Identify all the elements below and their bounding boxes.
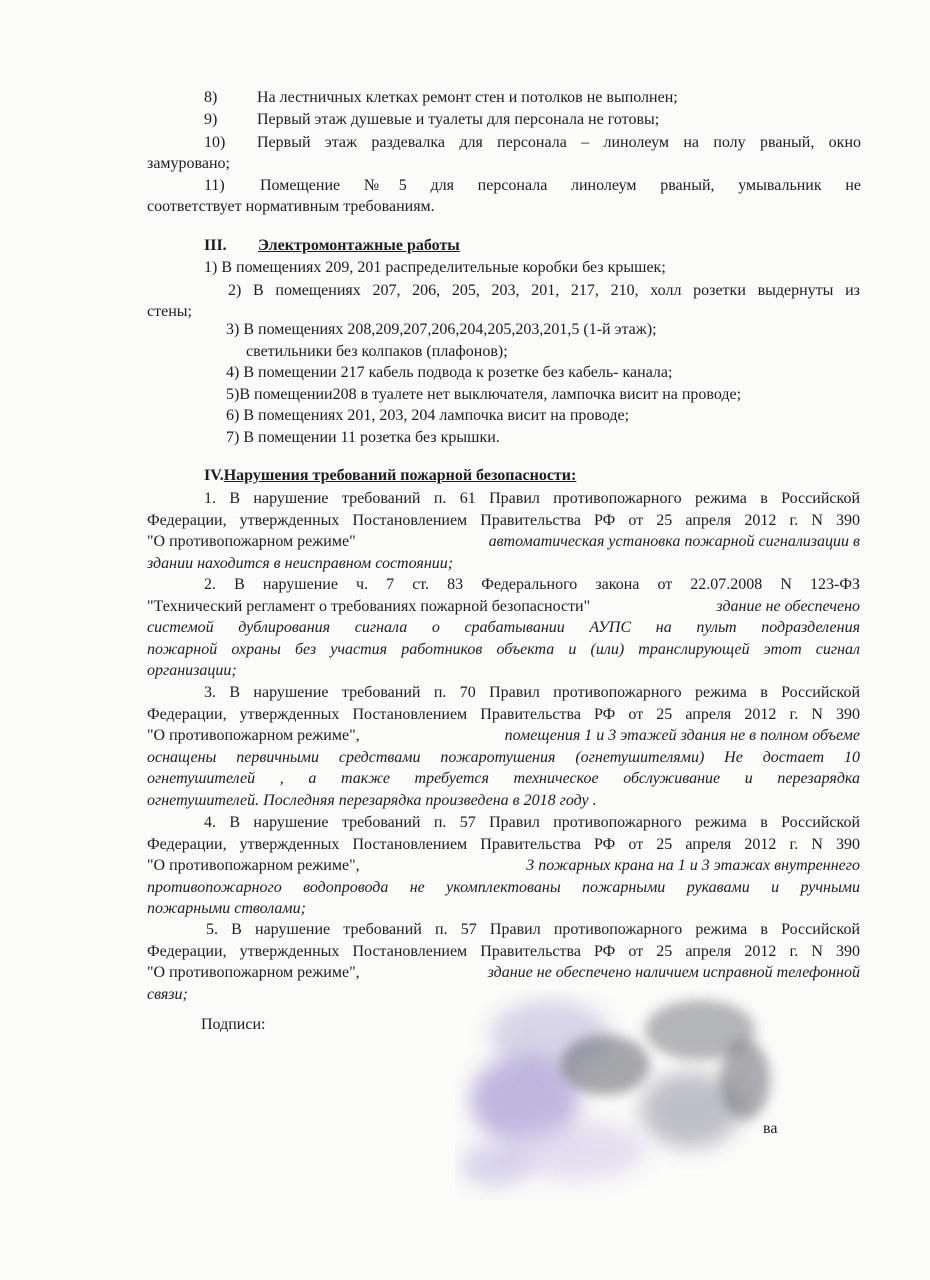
item-number: 8) — [204, 89, 218, 106]
p3-line-4: оснащены первичными средствами пожаротушения (огнетушителями) Не достает 10 — [147, 749, 860, 766]
p4-line-4: противопожарного водопровода не укомплектованы пожарными рукавами и ручными — [147, 879, 860, 896]
p2-line-5: организации; — [147, 662, 237, 679]
p5-line-2: Федерации, утвержденных Постановлением Правительства РФ от 25 апреля 2012 г. N 390 — [147, 943, 860, 960]
redacted-signature-blur — [455, 990, 785, 1200]
p1-line-4: здании находится в неисправном состоянии; — [147, 555, 454, 572]
section-3-item-5: 5)В помещении208 в туалете нет выключателя, лампочка висит на проводе; — [226, 386, 742, 403]
p3-italic: помещения 1 и 3 этажей здания не в полном объеме — [504, 727, 860, 744]
p1-line-2: Федерации, утвержденных Постановлением Правительства РФ от 25 апреля 2012 г. N 390 — [147, 512, 860, 529]
p3-line-5: огнетушителей , а также требуется техническое обслуживание и перезарядка — [147, 770, 860, 787]
section-3-title: Электромонтажные работы — [258, 237, 460, 254]
item-8 — [204, 87, 678, 109]
redacted-signature-area — [455, 990, 785, 1200]
item-11-continuation: соответствует нормативным требованиям. — [147, 198, 435, 215]
p5-line-1: 5. В нарушение требований п. 57 Правил противопожарного режима в Российской — [206, 921, 860, 938]
p3-line-6: огнетушителей. Последняя перезарядка произведена в 2018 году . — [147, 792, 597, 809]
section-3-item-1: 1) В помещениях 209, 201 распределительные коробки без крышек; — [204, 259, 666, 276]
p1-line-3 — [147, 531, 860, 553]
p1-line-1: 1. В нарушение требований п. 61 Правил противопожарного режима в Российской — [204, 490, 860, 507]
p2-line-1: 2. В нарушение ч. 7 ст. 83 Федерального закона от 22.07.2008 N 123-ФЗ — [204, 576, 860, 593]
p2-line-2 — [147, 596, 860, 618]
section-3-item-3-continuation: светильники без колпаков (плафонов); — [246, 343, 508, 360]
section-4-numeral: IV. — [204, 467, 224, 484]
p1-quote: "О противопожарном режиме" — [147, 533, 356, 550]
p3-line-2: Федерации, утвержденных Постановлением Правительства РФ от 25 апреля 2012 г. N 390 — [147, 706, 860, 723]
section-3-item-3: 3) В помещениях 208,209,207,206,204,205,203,201,5 (1-й этаж); — [226, 321, 657, 338]
signature-name-tail: ва — [763, 1120, 778, 1137]
item-9 — [204, 109, 660, 131]
p5-line-4: связи; — [147, 986, 188, 1003]
p5-italic: здание не обеспечено наличием исправной телефонной — [487, 964, 860, 981]
p2-line-4: пожарной охраны без участия работников объекта и (или) транслирующей этот сигнал — [147, 641, 860, 658]
p4-line-5: пожарными стволами; — [147, 900, 306, 917]
item-text: Помещение №5 для персонала линолеум рваный, умывальник не — [260, 177, 861, 194]
item-text: Первый этаж раздевалка для персонала – линолеум на полу рваный, окно — [257, 134, 861, 151]
item-number: 10) — [204, 134, 226, 151]
item-text: Первый этаж душевые и туалеты для персонала не готовы; — [257, 111, 660, 128]
p1-italic: автоматическая установка пожарной сигнализации в — [488, 533, 860, 550]
item-10-continuation: замуровано; — [147, 155, 230, 172]
section-3-item-2: 2) В помещениях 207, 206, 205, 203, 201, 217, 210, холл розетки выдернуты из — [228, 282, 860, 299]
item-11 — [204, 175, 861, 197]
signatures-label: Подписи: — [201, 1016, 266, 1033]
p4-quote: "О противопожарном режиме", — [147, 857, 360, 874]
p3-line-3 — [147, 725, 860, 747]
section-3-item-6: 6) В помещениях 201, 203, 204 лампочка висит на проводе; — [226, 407, 630, 424]
p4-line-1: 4. В нарушение требований п. 57 Правил противопожарного режима в Российской — [204, 814, 860, 831]
item-text: На лестничных клетках ремонт стен и потолков не выполнен; — [257, 89, 678, 106]
section-3-numeral: III. — [204, 237, 227, 254]
p4-line-2: Федерации, утвержденных Постановлением Правительства РФ от 25 апреля 2012 г. N 390 — [147, 836, 860, 853]
section-3-heading — [204, 235, 460, 257]
item-10 — [204, 132, 861, 154]
p5-line-3 — [147, 962, 860, 984]
item-number: 9) — [204, 111, 218, 128]
p2-line-3: системой дублирования сигнала о срабатывании АУПС на пульт подразделения — [147, 619, 860, 636]
section-3-item-4: 4) В помещении 217 кабель подвода к розетке без кабель- канала; — [226, 364, 673, 381]
p4-italic: 3 пожарных крана на 1 и 3 этажах внутреннего — [526, 857, 860, 874]
item-number: 11) — [204, 177, 225, 194]
p3-line-1: 3. В нарушение требований п. 70 Правил противопожарного режима в Российской — [204, 684, 860, 701]
p2-italic: здание не обеспечено — [716, 598, 860, 615]
section-4-heading — [204, 465, 576, 487]
p4-line-3 — [147, 855, 860, 877]
p5-quote: "О противопожарном режиме", — [147, 964, 360, 981]
section-3-item-2-continuation: стены; — [147, 303, 192, 320]
section-4-title: Нарушения требований пожарной безопасности: — [223, 467, 577, 484]
p3-quote: "О противопожарном режиме", — [147, 727, 360, 744]
p2-quote: "Технический регламент о требованиях пожарной безопасности" — [147, 598, 591, 615]
section-3-item-7: 7) В помещении 11 розетка без крышки. — [226, 429, 500, 446]
